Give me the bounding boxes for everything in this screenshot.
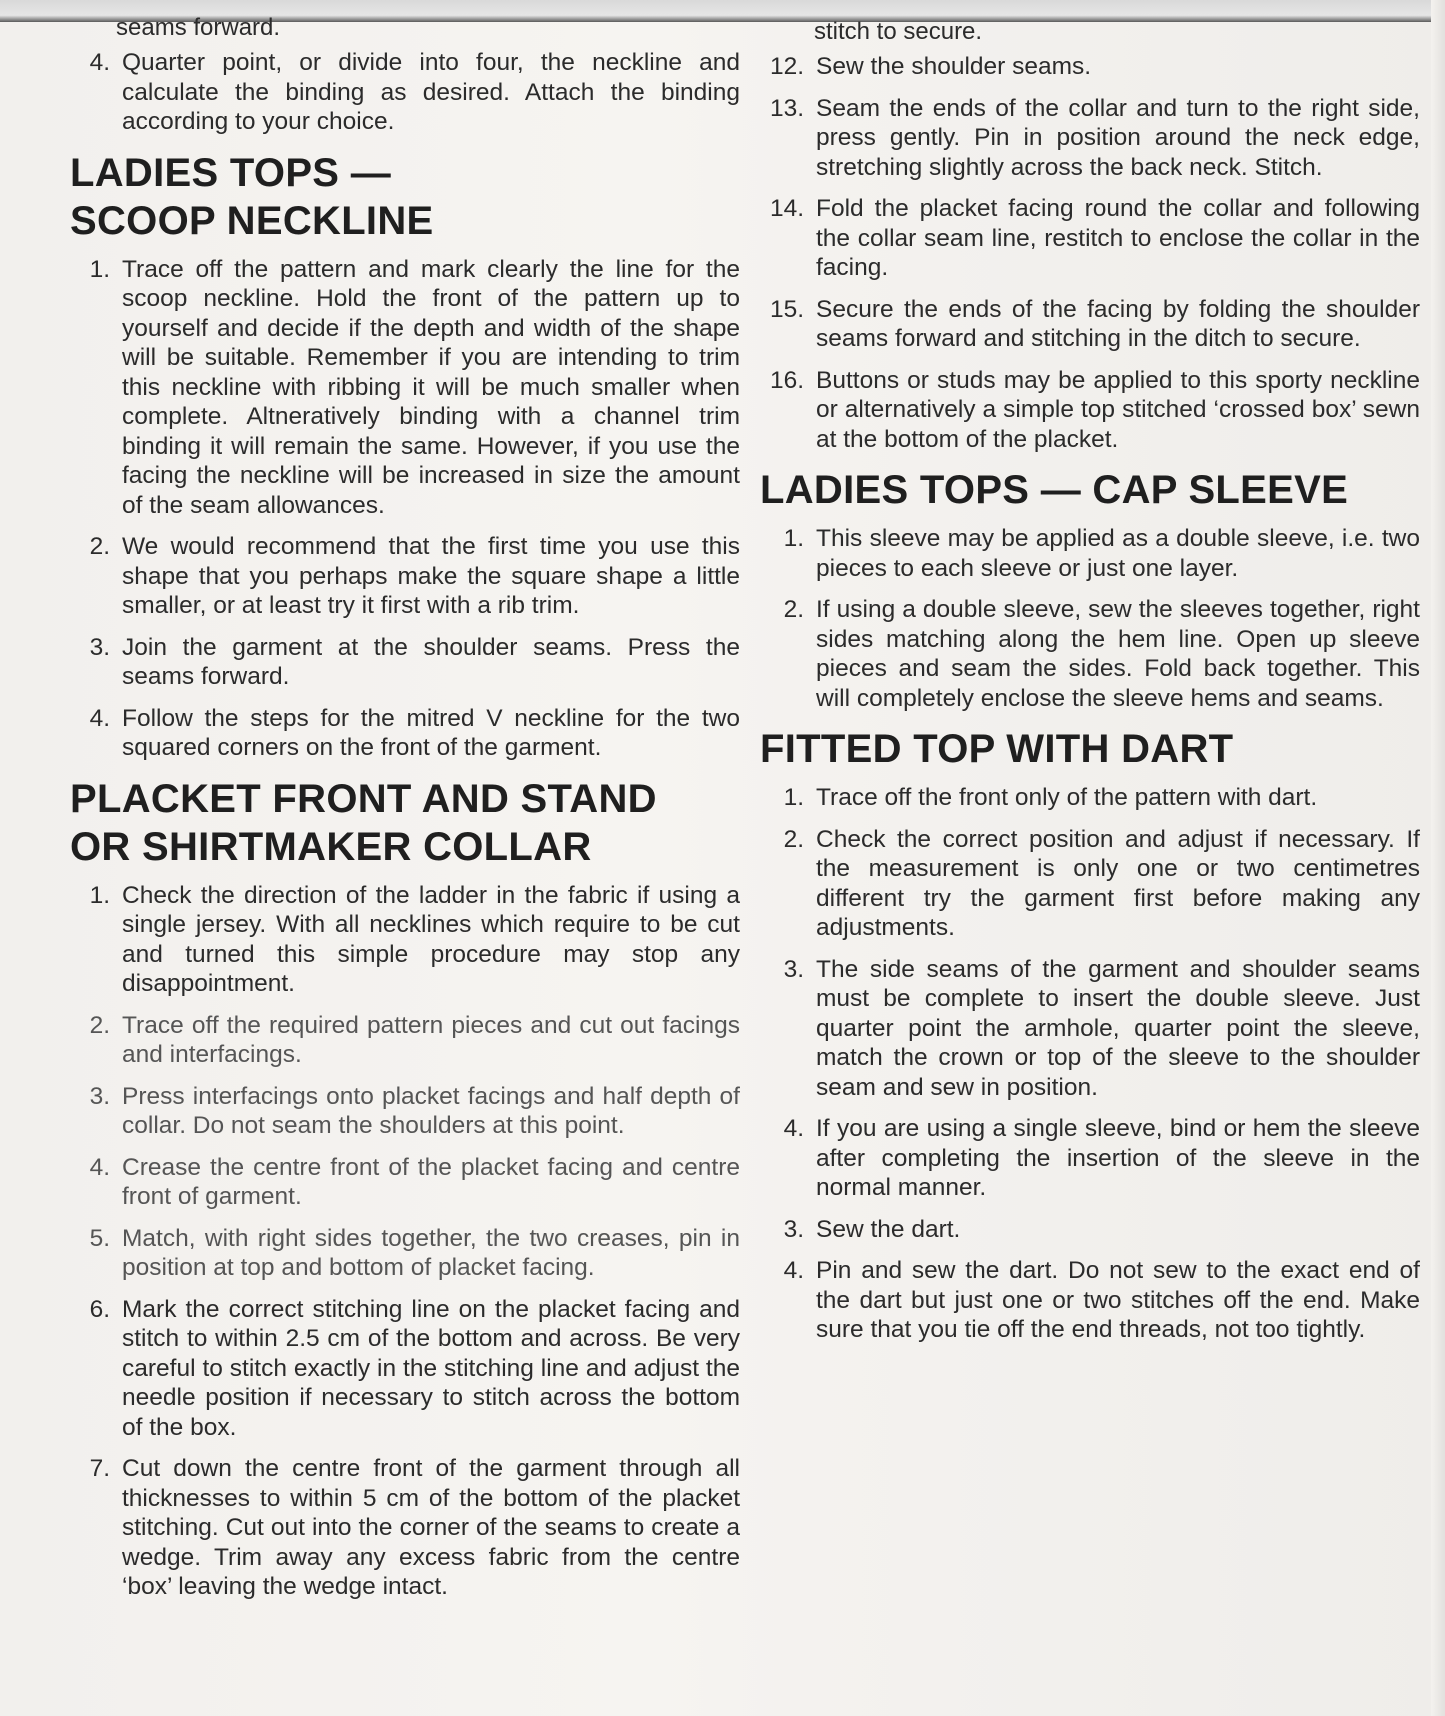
page-right-edge [1431, 0, 1445, 1716]
list-item: 4. If you are using a single sleeve, bind or hem the sleeve after completing the insertion of the sleeve in the normal manner. [783, 1115, 1420, 1201]
list-item: 1. Trace off the front only of the pattern with dart. [783, 784, 1318, 811]
list-item: 3. Sew the dart. [783, 1215, 961, 1243]
heading-placket-front: PLACKET FRONT AND STAND OR SHIRTMAKER COLLAR [70, 776, 657, 869]
list-item: 4. Quarter point, or divide into four, the neckline and calculate the binding as desired. Attach the binding according to your choice. [89, 49, 740, 135]
list-item: 2. We would recommend that the first time you use this shape that you perhaps make the square shape a little smaller, or at least try it first with a rib trim. [89, 533, 740, 619]
list-item: 12. Sew the shoulder seams. [769, 53, 1092, 80]
list-item: 3. Join the garment at the shoulder seams. Press the seams forward. [89, 633, 740, 690]
list-item: 6. Mark the correct stitching line on the placket facing and stitch to within 2.5 cm of the bottom and across. Be very careful to stitch exactly in the stitching line and adjust the needle position if necessary to stitch across the bottom of the box. [89, 1295, 740, 1441]
left-column [70, 14, 740, 1614]
list-item: 1. Trace off the pattern and mark clearly the line for the scoop neckline. Hold the front of the pattern up to yourself and decide if the depth and width of the shape will be suitable. Remember if you are intending to trim this neckline with ribbing it will be much smaller when complete. Altneratively binding with a channel trim binding it will remain the same. However, if you use the facing the neckline will be increased in size the amount of the seam allowances. [89, 255, 740, 519]
right-column [760, 18, 1420, 1357]
heading-scoop-neckline: LADIES TOPS — SCOOP NECKLINE [70, 150, 434, 243]
list-item: 3. The side seams of the garment and shoulder seams must be complete to insert the double sleeve. Just quarter point the armhole, quarter point the sleeve, match the crown or top of the sleeve to the shoulder seam and sew in position. [783, 955, 1420, 1101]
list-item: 16. Buttons or studs may be applied to this sporty neckline or alternatively a simple top stitched ‘crossed box’ sewn at the bottom of the placket. [769, 366, 1420, 453]
carry-over-text: stitch to secure. [814, 18, 983, 45]
list-item: 2. Check the correct position and adjust if necessary. If the measurement is only one or two centimetres different try the garment first before making any adjustments. [783, 825, 1420, 941]
carry-over-text: seams forward. [116, 14, 281, 41]
list-item: 13. Seam the ends of the collar and turn to the right side, press gently. Pin in position around the neck edge, stretching slightly across the back neck. Stitch. [769, 94, 1420, 181]
list-item: 4. Crease the centre front of the placket facing and centre front of garment. [89, 1153, 740, 1210]
list-item: 2. Trace off the required pattern pieces and cut out facings and interfacings. [89, 1011, 740, 1068]
list-item: 3. Press interfacings onto placket facings and half depth of collar. Do not seam the shoulders at this point. [89, 1082, 740, 1139]
list-item: 4. Follow the steps for the mitred V neckline for the two squared corners on the front of the garment. [89, 704, 740, 761]
list-item: 7. Cut down the centre front of the garment through all thicknesses to within 5 cm of the bottom of the placket stitching. Cut out into the corner of the seams to create a wedge. Trim away any excess fabric from the centre ‘box’ leaving the wedge intact. [89, 1455, 740, 1600]
list-item: 1. This sleeve may be applied as a double sleeve, i.e. two pieces to each sleeve or just one layer. [783, 525, 1420, 582]
list-item: 15. Secure the ends of the facing by folding the shoulder seams forward and stitching in the ditch to secure. [769, 295, 1420, 352]
list-item: 14. Fold the placket facing round the collar and following the collar seam line, restitch to enclose the collar in the facing. [769, 195, 1420, 281]
list-item: 1. Check the direction of the ladder in the fabric if using a single jersey. With all necklines which require to be cut and turned this simple procedure may stop any disappointment. [89, 881, 740, 997]
heading-fitted-top: FITTED TOP WITH DART [760, 727, 1234, 771]
list-item: 5. Match, with right sides together, the two creases, pin in position at top and bottom of placket facing. [89, 1224, 740, 1281]
heading-cap-sleeve: LADIES TOPS — CAP SLEEVE [760, 468, 1349, 512]
list-item: 4. Pin and sew the dart. Do not sew to the exact end of the dart but just one or two stitches off the end. Make sure that you tie off the end threads, not too tightly. [783, 1257, 1420, 1343]
list-item: 2. If using a double sleeve, sew the sleeves together, right sides matching along the hem line. Open up sleeve pieces and seam the sides. Fold back together. This will completely enclose the sleeve hems and seams. [783, 596, 1420, 712]
